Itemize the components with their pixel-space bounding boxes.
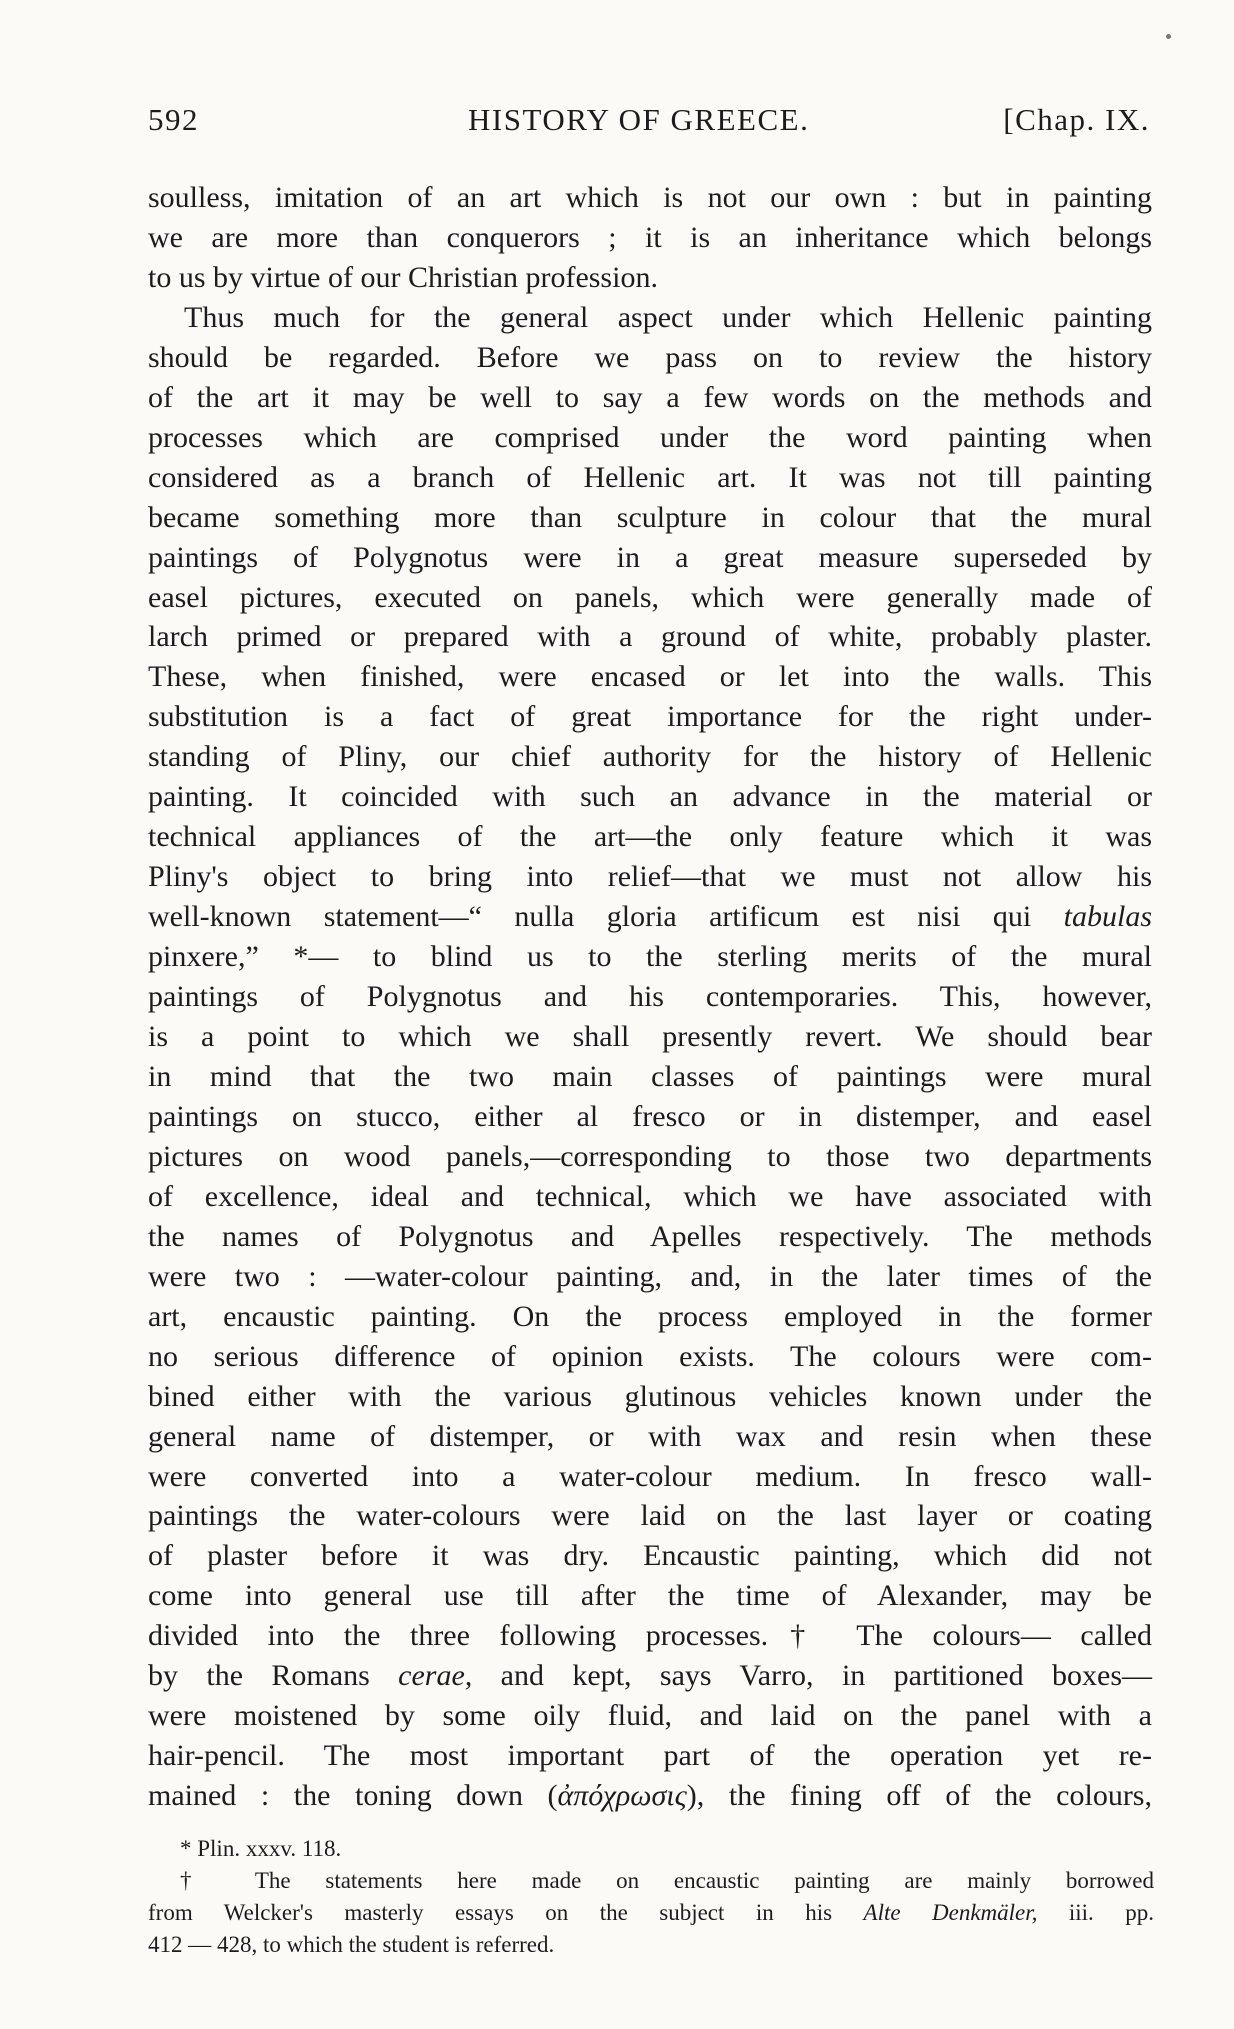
text-line bbox=[148, 1776, 1152, 1816]
text-line: were moistened by some oily fluid, and laid on the panel with a bbox=[148, 1699, 1152, 1733]
text-line: standing of Pliny, our chief authority for the history of Hellenic bbox=[148, 740, 1152, 774]
text-line: paintings on stucco, either al fresco or in distemper, and easel bbox=[148, 1099, 1152, 1133]
text-line: considered as a branch of Hellenic art. It was not till painting bbox=[148, 460, 1152, 494]
text-line: Pliny's object to bring into relief—that we must not allow his bbox=[148, 860, 1152, 894]
text-line: easel pictures, executed on panels, which were generally made of bbox=[148, 580, 1152, 614]
text-segment: by the Romans bbox=[148, 1659, 370, 1693]
text-line: technical appliances of the art—the only feature which it was bbox=[148, 820, 1152, 854]
footnote-2-line bbox=[148, 1897, 1154, 1929]
footnotes bbox=[148, 1833, 1154, 1961]
text-line: processes which are comprised under the word painting when bbox=[148, 420, 1152, 454]
text-line: is a point to which we shall presently revert. We should bear bbox=[148, 1020, 1152, 1054]
footnote-1: * Plin. xxxv. 118. bbox=[180, 1836, 342, 1861]
text-segment: iii. pp. bbox=[1068, 1900, 1155, 1925]
italic-term: tabulas bbox=[1063, 900, 1153, 934]
text-line: art, encaustic painting. On the process employed in the former bbox=[148, 1299, 1152, 1333]
text-line: general name of distemper, or with wax and resin when these bbox=[148, 1419, 1152, 1453]
text-line: larch primed or prepared with a ground of white, probably plaster. bbox=[148, 620, 1152, 654]
text-segment: ), the fining off of the colours, bbox=[686, 1779, 1152, 1813]
ink-speck bbox=[1166, 34, 1171, 39]
text-line: paintings of Polygnotus were in a great measure superseded by bbox=[148, 540, 1152, 574]
text-line: come into general use till after the time of Alexander, may be bbox=[148, 1579, 1152, 1613]
running-title: HISTORY OF GREECE. bbox=[468, 102, 810, 137]
text-segment: from Welcker's masterly essays on the subject in his bbox=[148, 1900, 833, 1925]
page-number: 592 bbox=[148, 102, 199, 137]
text-line: of the art it may be well to say a few words on the methods and bbox=[148, 380, 1152, 414]
body-text bbox=[148, 178, 1152, 1816]
text-line: no serious difference of opinion exists. The colours were com- bbox=[148, 1339, 1152, 1373]
text-line: should be regarded. Before we pass on to review the history bbox=[148, 340, 1152, 374]
text-line: to us by virtue of our Christian profession. bbox=[148, 260, 658, 294]
text-segment: and kept, says Varro, in partitioned boxes— bbox=[500, 1659, 1152, 1693]
text-line bbox=[148, 897, 1152, 937]
text-line: in mind that the two main classes of paintings were mural bbox=[148, 1059, 1152, 1093]
text-line: divided into the three following processes.† The colours— called bbox=[148, 1619, 1152, 1653]
text-line: the names of Polygnotus and Apelles respectively. The methods bbox=[148, 1219, 1152, 1253]
text-line: paintings of Polygnotus and his contemporaries. This, however, bbox=[148, 980, 1152, 1014]
text-line: paintings the water-colours were laid on the last layer or coating bbox=[148, 1499, 1152, 1533]
text-line: of plaster before it was dry. Encaustic painting, which did not bbox=[148, 1539, 1152, 1573]
paragraph-start-line: Thus much for the general aspect under which Hellenic painting bbox=[184, 300, 1152, 334]
footnote-2-line: † The statements here made on encaustic painting are mainly borrowed bbox=[180, 1868, 1154, 1893]
italic-term: cerae, bbox=[398, 1659, 473, 1693]
greek-term: ἀπόχρωσις bbox=[557, 1779, 687, 1813]
text-line: painting. It coincided with such an advance in the material or bbox=[148, 780, 1152, 814]
text-line bbox=[148, 1656, 1152, 1696]
text-segment: well-known statement—“ nulla gloria artificum est nisi qui bbox=[148, 900, 1032, 934]
text-line: were two : —water-colour painting, and, in the later times of the bbox=[148, 1259, 1152, 1293]
text-line: These, when finished, were encased or let into the walls. This bbox=[148, 660, 1152, 694]
text-line: of excellence, ideal and technical, which we have associated with bbox=[148, 1179, 1152, 1213]
text-segment: mained : the toning down ( bbox=[148, 1779, 558, 1813]
text-line: pinxere,” *— to blind us to the sterling merits of the mural bbox=[148, 940, 1152, 974]
text-line: substitution is a fact of great importance for the right under- bbox=[148, 700, 1152, 734]
text-line: were converted into a water-colour medium. In fresco wall- bbox=[148, 1459, 1152, 1493]
footnote-2-line: 412 — 428, to which the student is referred. bbox=[148, 1932, 555, 1957]
text-line: soulless, imitation of an art which is not our own : but in painting bbox=[148, 181, 1152, 214]
italic-title: Alte Denkmäler, bbox=[863, 1900, 1038, 1925]
text-line: bined either with the various glutinous vehicles known under the bbox=[148, 1379, 1152, 1413]
page-header bbox=[148, 102, 1150, 150]
chapter-marker: [Chap. IX. bbox=[1003, 102, 1150, 137]
text-line: pictures on wood panels,—corresponding to those two departments bbox=[148, 1139, 1152, 1173]
text-line: we are more than conquerors ; it is an inheritance which belongs bbox=[148, 220, 1152, 254]
text-line: hair-pencil. The most important part of the operation yet re- bbox=[148, 1739, 1152, 1773]
text-line: became something more than sculpture in colour that the mural bbox=[148, 500, 1152, 534]
